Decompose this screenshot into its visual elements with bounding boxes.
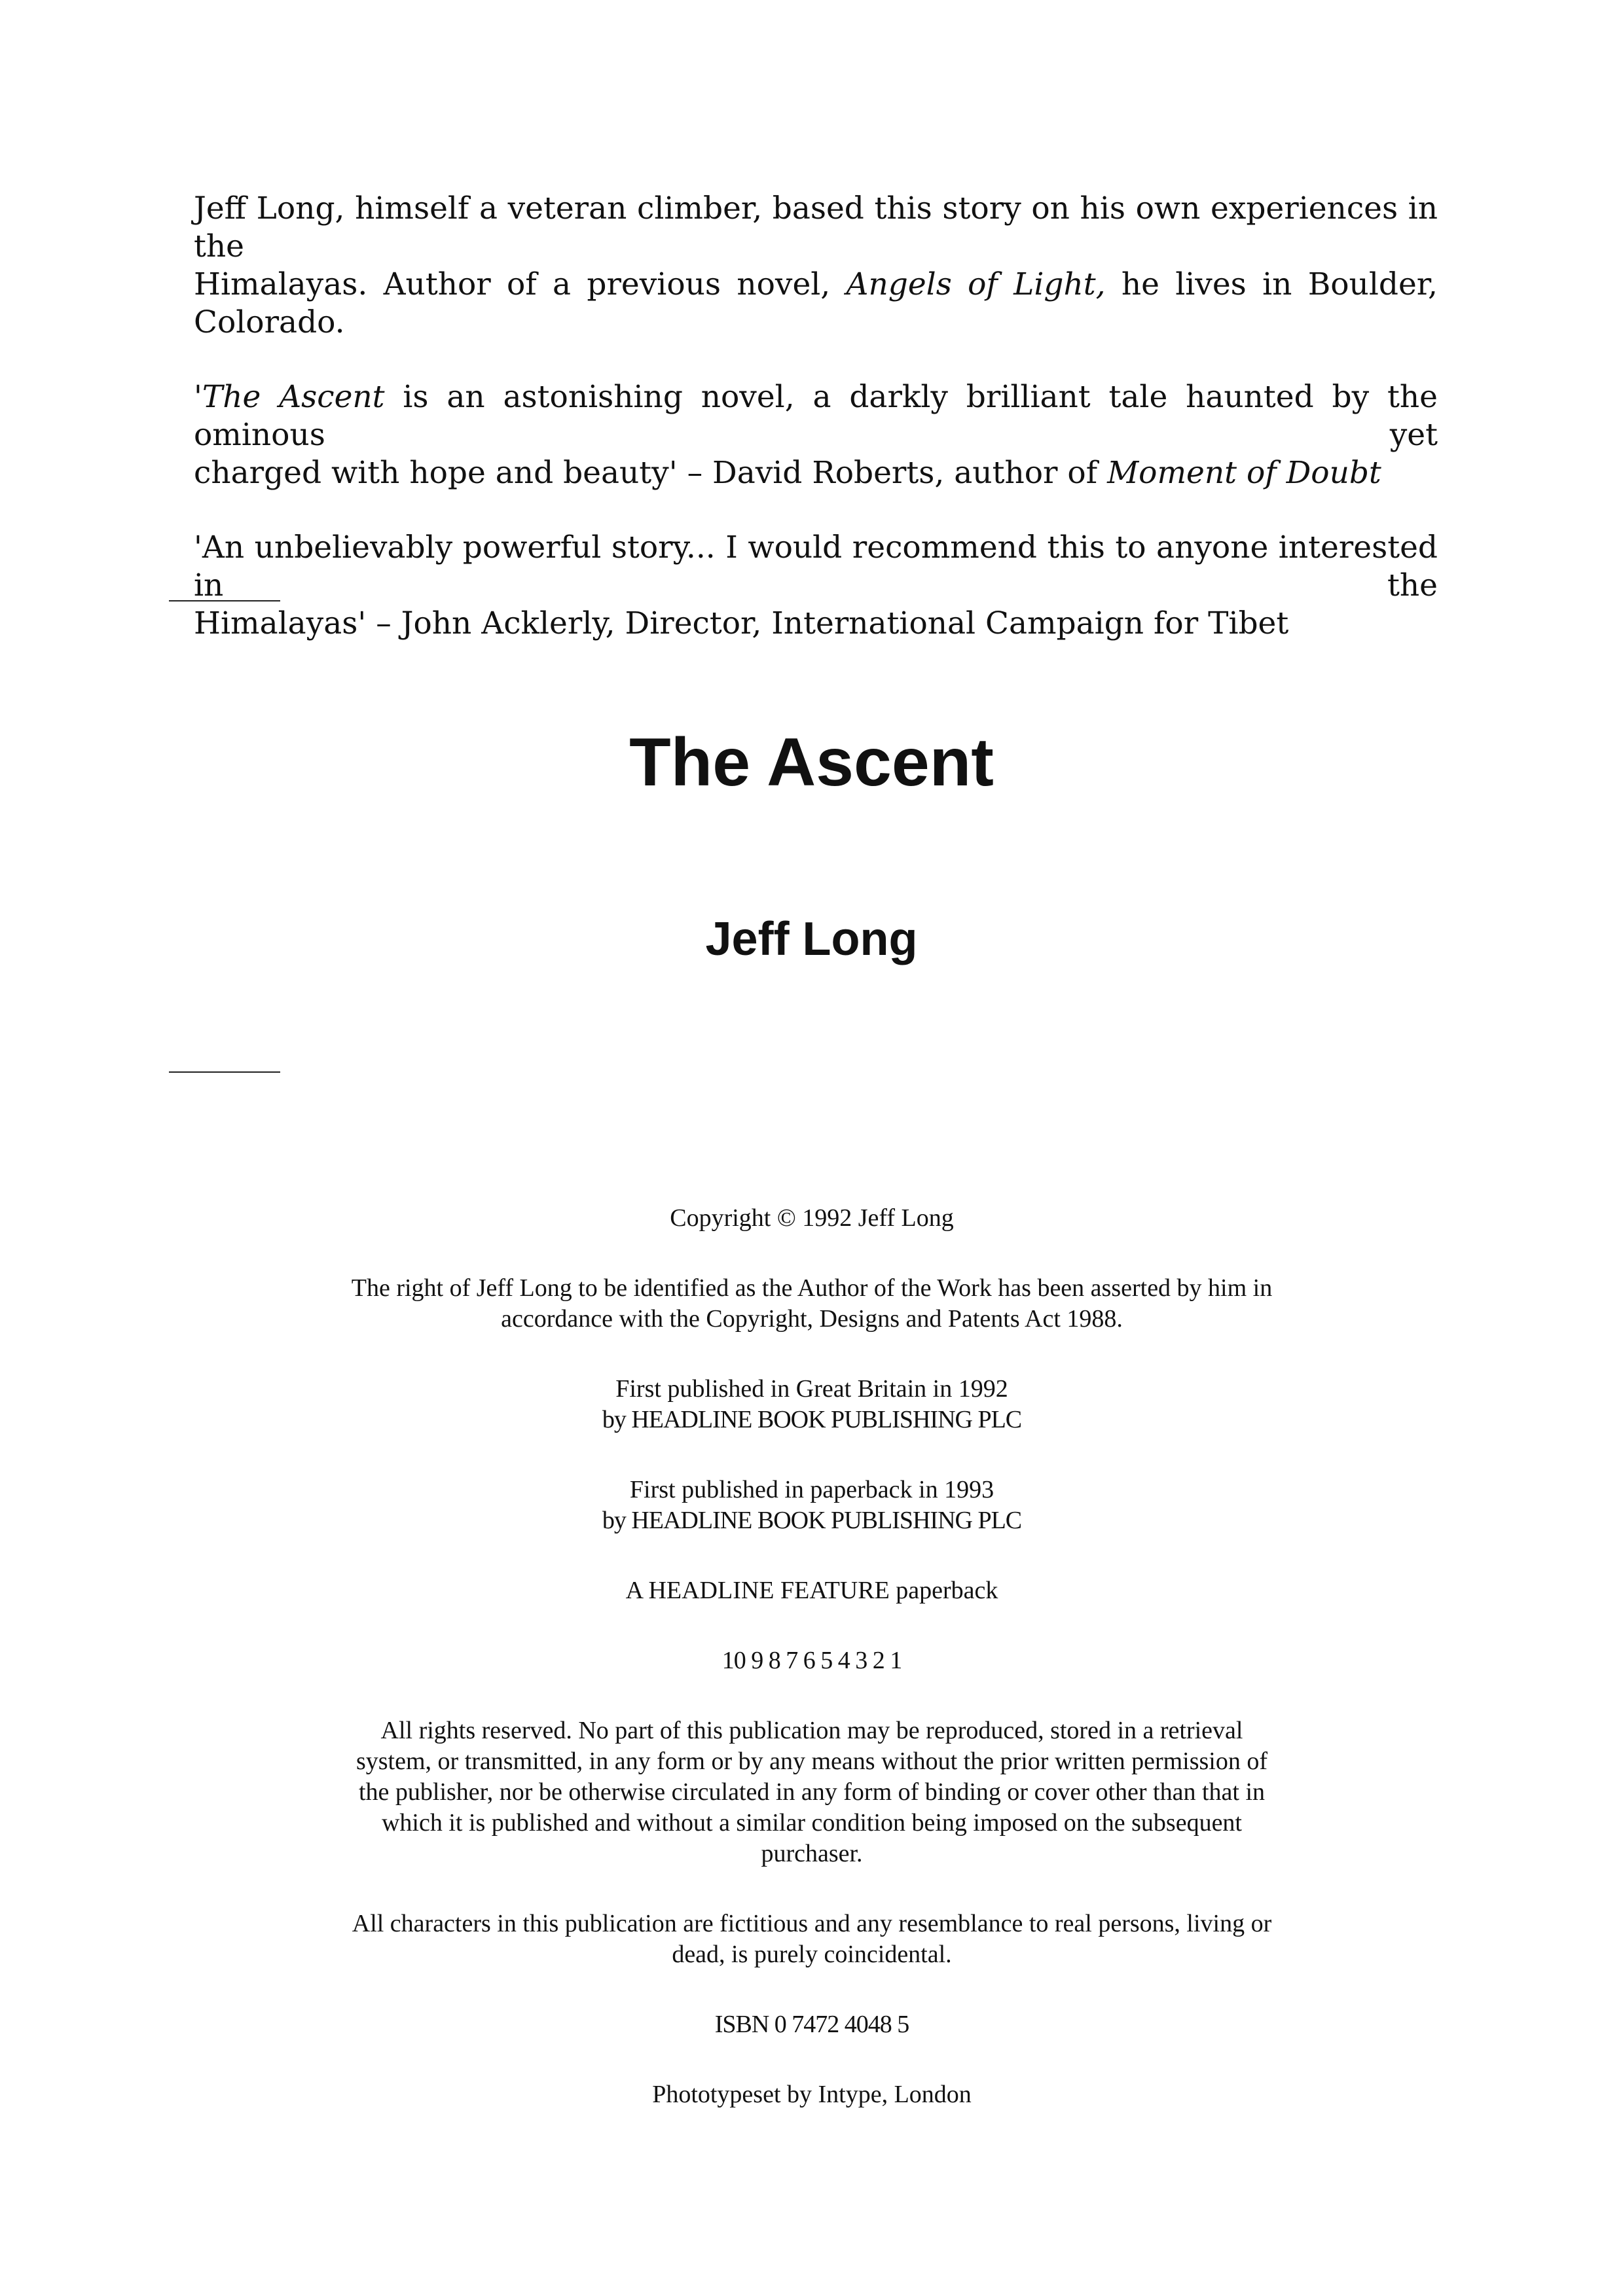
blurb-text: Himalayas. Author of a previous novel, [194,266,847,302]
blurb-text: Jeff Long, himself a veteran climber, based this story on his own experiences in the [194,190,1438,264]
italic-title-text: Moment of Doubt [1107,455,1381,491]
blurb-line [194,190,1438,266]
blurb-line [194,454,1438,492]
fiction-disclaimer [288,1909,1336,1970]
first-published-statement [288,1374,1336,1435]
blurb-text: Himalayas' – John Acklerly, Director, International Campaign for Tibet [194,605,1289,641]
typesetter-credit: Phototypeset by Intype, London [652,2081,972,2108]
copyright-page [288,1203,1336,2149]
rights-reserved-line: the publisher, nor be otherwise circulated in any form of binding or cover other than that in [358,1778,1265,1806]
front-matter-blurbs [194,190,1438,679]
moral-rights-statement [288,1273,1336,1335]
blurb-text: he lives in Boulder, Colorado. [194,266,1438,340]
rights-reserved-line: which it is published and without a similar condition being imposed on the subsequent [381,1809,1242,1837]
book-title: The Ascent [629,725,994,800]
moral-rights-line: The right of Jeff Long to be identified as the Author of the Work has been asserted by him in [351,1274,1273,1302]
blurb-line [194,266,1438,342]
review-quote-david-roberts [194,378,1438,492]
fiction-disclaimer-line: All characters in this publication are fictitious and any resemblance to real persons, living or [352,1910,1272,1937]
blurb-line [194,605,1438,643]
rights-reserved-line: All rights reserved. No part of this publication may be reproduced, stored in a retrieval [380,1717,1243,1744]
italic-title-text: Angels of Light, [846,266,1106,302]
paperback-statement [288,1475,1336,1536]
divider-rule-bottom [169,1071,280,1073]
isbn: ISBN 0 7472 4048 5 [714,2011,909,2038]
moral-rights-line: accordance with the Copyright, Designs and Patents Act 1988. [501,1305,1123,1333]
edition-statement: A HEADLINE FEATURE paperback [625,1577,998,1604]
publisher-line: by HEADLINE BOOK PUBLISHING PLC [602,1507,1022,1534]
printing-line: 10 9 8 7 6 5 4 3 2 1 [721,1647,902,1674]
rights-reserved-line: system, or transmitted, in any form or by any means without the prior written permission of [356,1748,1268,1775]
fiction-disclaimer-line: dead, is purely coincidental. [672,1941,952,1968]
blurb-line [194,378,1438,454]
blurb-text: 'An unbelievably powerful story... I would recommend this to anyone interested in the [194,529,1438,603]
divider-rule-top [169,600,280,601]
rights-reserved-statement [288,1715,1336,1869]
blurb-text: is an astonishing novel, a darkly brilliant tale haunted by the ominous yet [194,379,1438,453]
publisher-line: by HEADLINE BOOK PUBLISHING PLC [602,1406,1022,1433]
review-quote-john-acklerly [194,529,1438,643]
first-published-line: First published in Great Britain in 1992 [615,1375,1008,1403]
italic-title-text: 'The Ascent [194,379,385,415]
book-author: Jeff Long [705,913,918,965]
author-bio [194,190,1438,342]
blurb-line [194,529,1438,605]
copyright-notice: Copyright © 1992 Jeff Long [670,1204,954,1232]
paperback-line: First published in paperback in 1993 [629,1476,994,1503]
blurb-text: charged with hope and beauty' – David Roberts, author of [194,455,1108,491]
rights-reserved-line: purchaser. [761,1840,863,1867]
